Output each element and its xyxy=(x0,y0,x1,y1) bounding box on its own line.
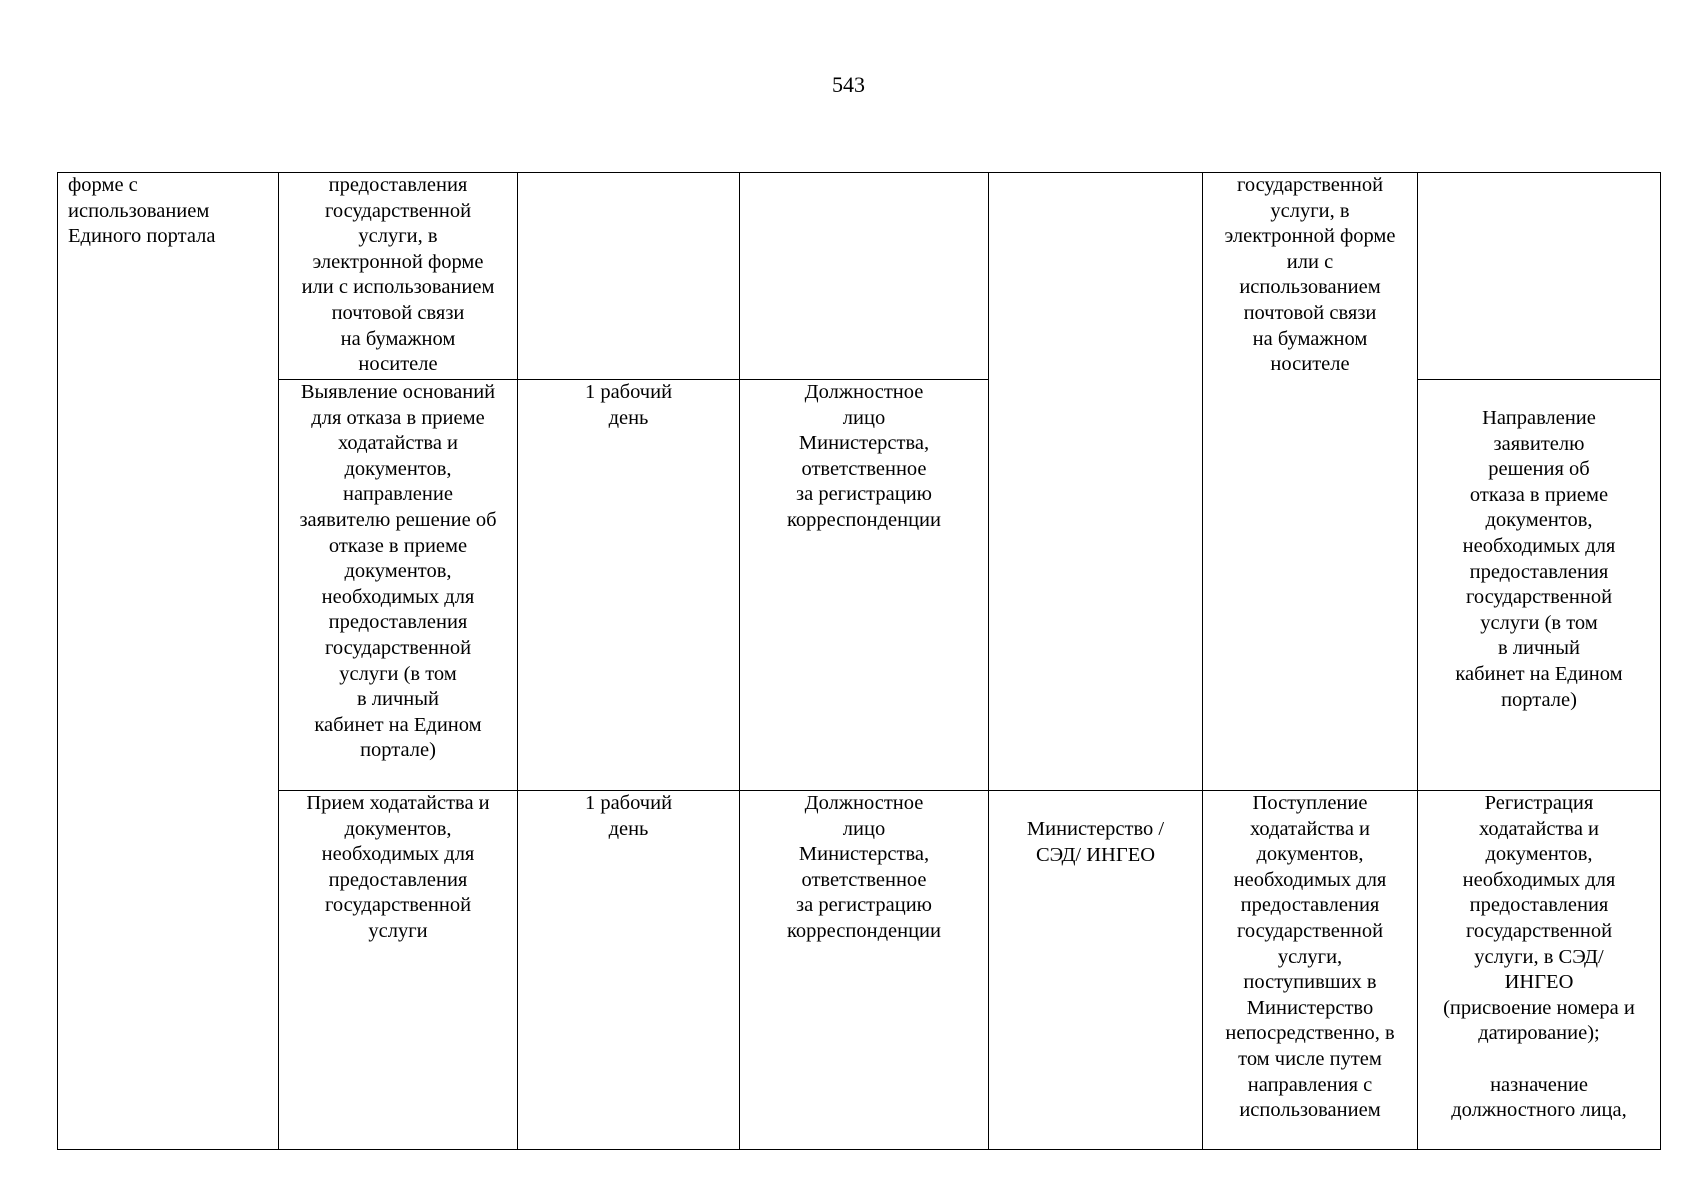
table-cell-duration: 1 рабочий день xyxy=(518,380,740,791)
table-cell-responsible xyxy=(740,173,989,380)
table-cell-action: Выявление оснований для отказа в приеме ходатайства и документов, направление заявителю решение об отказе в приеме документов, необходимых для предоставления государственной услуги (в том в личный кабинет на Едином портале) xyxy=(279,380,518,791)
table-cell-action: Прием ходатайства и документов, необходимых для предоставления государственной услуги xyxy=(279,791,518,1150)
table-cell-action: предоставления государственной услуги, в электронной форме или с использованием почтовой связи на бумажном носителе xyxy=(279,173,518,380)
page-number: 543 xyxy=(832,72,865,97)
table-cell-duration: 1 рабочий день xyxy=(518,791,740,1150)
table-cell-basis: форме с использованием Единого портала xyxy=(58,173,279,1150)
table-cell-place xyxy=(989,173,1203,791)
table-cell-result: Регистрация ходатайства и документов, необходимых для предоставления государственной услуги, в СЭД/ ИНГЕО (присвоение номера и датирование); назначение должностного лица, xyxy=(1418,791,1661,1150)
table-cell-place: Министерство / СЭД/ ИНГЕО xyxy=(989,791,1203,1150)
table-cell-criteria: Поступление ходатайства и документов, необходимых для предоставления государственной услуги, поступивших в Министерство непосредственно, в том числе путем направления с использованием xyxy=(1203,791,1418,1150)
table-cell-duration xyxy=(518,173,740,380)
table-cell-criteria: государственной услуги, в электронной форме или с использованием почтовой связи на бумажном носителе xyxy=(1203,173,1418,791)
table-row xyxy=(58,791,1661,1150)
table-cell-result: Направление заявителю решения об отказа в приеме документов, необходимых для предоставления государственной услуги (в том в личный кабинет на Едином портале) xyxy=(1418,380,1661,791)
table-cell-responsible: Должностное лицо Министерства, ответственное за регистрацию корреспонденции xyxy=(740,380,989,791)
procedure-table xyxy=(57,172,1661,1150)
table-row xyxy=(58,380,1661,791)
table-cell-responsible: Должностное лицо Министерства, ответственное за регистрацию корреспонденции xyxy=(740,791,989,1150)
table-row xyxy=(58,173,1661,380)
table-cell-result xyxy=(1418,173,1661,380)
